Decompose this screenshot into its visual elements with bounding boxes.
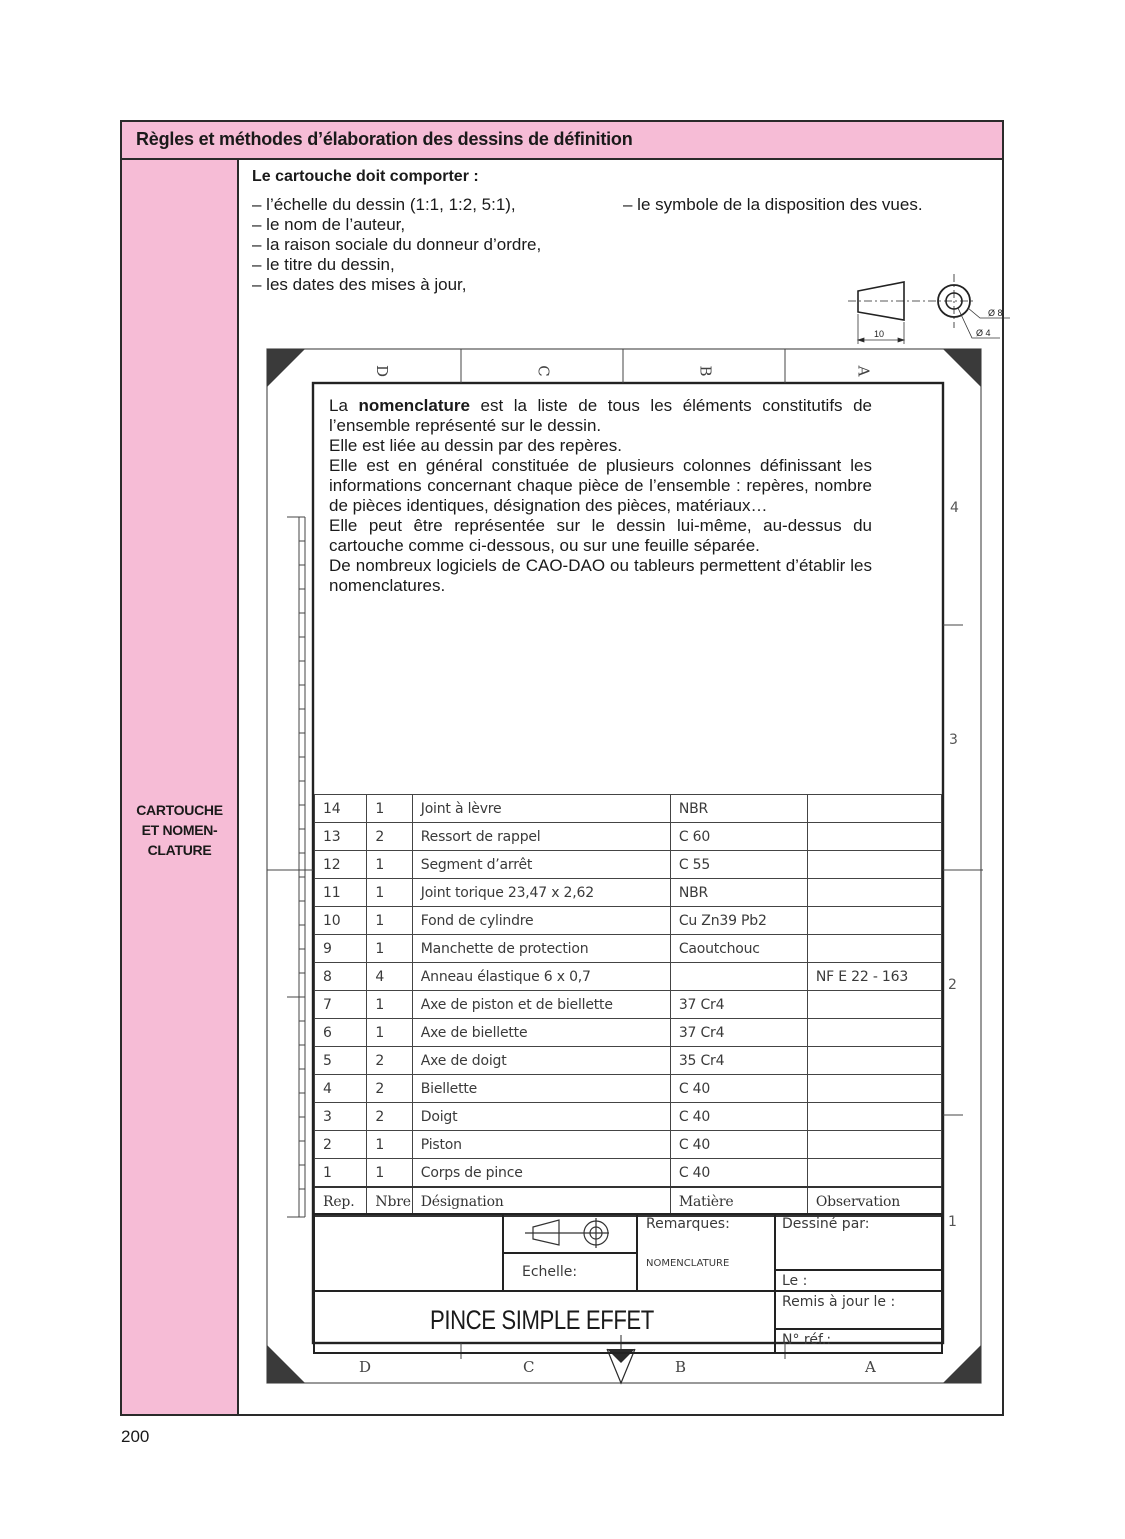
bom-cell-rep: 2 xyxy=(315,1131,367,1159)
bom-cell-rep: 5 xyxy=(315,1047,367,1075)
bom-cell-observation xyxy=(807,1047,941,1075)
zone-letter-top-d: D xyxy=(373,364,392,378)
nomenclature-definition xyxy=(329,396,872,436)
nomenclature-keyword: nomenclature xyxy=(358,396,470,415)
text-fragment: est la liste de tous les éléments constitutifs de l’ensemble représenté sur le dessin. xyxy=(329,396,872,435)
bom-row xyxy=(315,1047,942,1075)
bom-row xyxy=(315,823,942,851)
bom-row xyxy=(315,1131,942,1159)
bom-cell-matiere: C 40 xyxy=(670,1075,807,1103)
bom-cell-designation: Ressort de rappel xyxy=(412,823,670,851)
column-header-observation: Observation xyxy=(807,1187,941,1216)
bom-cell-nbre: 1 xyxy=(367,795,412,823)
column-header-rep: Rep. xyxy=(315,1187,367,1216)
bom-cell-nbre: 1 xyxy=(367,879,412,907)
page-number: 200 xyxy=(121,1427,150,1446)
requirement-item-symbol: – le symbole de la disposition des vues. xyxy=(623,195,923,214)
bom-cell-designation: Axe de biellette xyxy=(412,1019,670,1047)
corner-mark-icon xyxy=(267,349,305,387)
bom-cell-observation xyxy=(807,1131,941,1159)
column-header-nbre: Nbre xyxy=(367,1187,412,1216)
length-label: 10 xyxy=(873,329,885,339)
text-fragment: La xyxy=(329,396,359,415)
bom-cell-observation: NF E 22 - 163 xyxy=(807,963,941,991)
bom-cell-matiere: NBR xyxy=(670,879,807,907)
view-arrangement-symbol-icon xyxy=(848,272,1018,347)
paragraph: Elle est liée au dessin par des repères. xyxy=(329,436,622,455)
bom-cell-rep: 9 xyxy=(315,935,367,963)
bom-cell-nbre: 1 xyxy=(367,851,412,879)
bom-row xyxy=(315,851,942,879)
bom-cell-nbre: 1 xyxy=(367,907,412,935)
bom-cell-matiere: C 40 xyxy=(670,1103,807,1131)
bom-cell-rep: 10 xyxy=(315,907,367,935)
bom-cell-rep: 6 xyxy=(315,1019,367,1047)
section-label-line: CARTOUCHE xyxy=(136,802,223,818)
zone-number-3: 3 xyxy=(949,732,958,748)
drawing-title: PINCE SIMPLE EFFET xyxy=(430,1305,654,1335)
bom-cell-observation xyxy=(807,823,941,851)
bom-cell-observation xyxy=(807,907,941,935)
bom-cell-matiere: NBR xyxy=(670,795,807,823)
paragraph: Elle est en général constituée de plusieurs colonnes définissant les informations concernant chaque pièce de l’ensemble : repères, nombre de pièces identiques, désignation des pièces, matériaux… xyxy=(329,456,872,515)
bom-cell-rep: 7 xyxy=(315,991,367,1019)
bom-cell-designation: Corps de pince xyxy=(412,1159,670,1188)
bom-cell-rep: 4 xyxy=(315,1075,367,1103)
bom-cell-rep: 14 xyxy=(315,795,367,823)
bom-header-row xyxy=(315,1187,942,1216)
echelle-label: Echelle: xyxy=(522,1264,578,1280)
nomenclature-explanation xyxy=(329,396,872,596)
bom-row xyxy=(315,991,942,1019)
date-le-label: Le : xyxy=(782,1273,808,1289)
bom-cell-designation: Axe de doigt xyxy=(412,1047,670,1075)
corner-mark-icon xyxy=(943,1345,981,1383)
bom-cell-rep: 11 xyxy=(315,879,367,907)
bom-cell-nbre: 1 xyxy=(367,1019,412,1047)
bom-cell-nbre: 1 xyxy=(367,1159,412,1188)
requirement-item: – le titre du dessin, xyxy=(252,255,395,274)
bom-cell-designation: Fond de cylindre xyxy=(412,907,670,935)
requirement-item: – les dates des mises à jour, xyxy=(252,275,467,294)
bom-cell-observation xyxy=(807,1019,941,1047)
bom-cell-designation: Manchette de protection xyxy=(412,935,670,963)
bom-cell-designation: Joint à lèvre xyxy=(412,795,670,823)
cartouche-requirements xyxy=(252,168,1003,339)
section-label xyxy=(122,800,237,860)
zone-letter-bottom-c: C xyxy=(523,1358,535,1376)
column-header-matiere: Matière xyxy=(670,1187,807,1216)
bom-cell-observation xyxy=(807,879,941,907)
bom-cell-nbre: 2 xyxy=(367,1103,412,1131)
header-band xyxy=(122,122,1002,160)
bom-cell-nbre: 1 xyxy=(367,991,412,1019)
remarques-value: NOMENCLATURE xyxy=(646,1258,730,1269)
bom-cell-observation xyxy=(807,935,941,963)
bom-cell-observation xyxy=(807,795,941,823)
corner-mark-icon xyxy=(267,1345,305,1383)
bom-cell-observation xyxy=(807,991,941,1019)
bom-cell-designation: Anneau élastique 6 x 0,7 xyxy=(412,963,670,991)
bom-cell-matiere: C 40 xyxy=(670,1131,807,1159)
zone-letter-top-b: B xyxy=(696,365,715,377)
section-label-line: ET NOMEN- xyxy=(141,822,218,838)
bom-cell-matiere: Cu Zn39 Pb2 xyxy=(670,907,807,935)
requirement-item: – la raison sociale du donneur d’ordre, xyxy=(252,235,542,254)
paragraph: Elle peut être représentée sur le dessin lui-même, au-dessus du cartouche comme ci-dessous, ou sur une feuille séparée. xyxy=(329,516,872,555)
paragraph: De nombreux logiciels de CAO-DAO ou tableurs permettent d’établir les nomenclatures. xyxy=(329,556,872,595)
bom-row xyxy=(315,1103,942,1131)
bom-cell-designation: Biellette xyxy=(412,1075,670,1103)
zone-number-2: 2 xyxy=(948,977,957,993)
bill-of-materials-table xyxy=(314,794,942,1217)
bom-cell-designation: Piston xyxy=(412,1131,670,1159)
bom-row xyxy=(315,1159,942,1188)
bom-row xyxy=(315,1075,942,1103)
bom-cell-nbre: 2 xyxy=(367,1047,412,1075)
column-header-designation: Désignation xyxy=(412,1187,670,1216)
bom-cell-nbre: 4 xyxy=(367,963,412,991)
bom-cell-observation xyxy=(807,1075,941,1103)
bom-row xyxy=(315,879,942,907)
bom-row xyxy=(315,795,942,823)
bom-cell-nbre: 1 xyxy=(367,935,412,963)
bom-cell-designation: Joint torique 23,47 x 2,62 xyxy=(412,879,670,907)
remarques-label: Remarques: xyxy=(646,1216,730,1232)
bom-cell-rep: 1 xyxy=(315,1159,367,1188)
inner-diameter-label: Ø 4 xyxy=(976,328,991,338)
bom-cell-matiere: 37 Cr4 xyxy=(670,991,807,1019)
bom-row xyxy=(315,1019,942,1047)
bom-cell-rep: 13 xyxy=(315,823,367,851)
bom-row xyxy=(315,935,942,963)
bom-cell-matiere: Caoutchouc xyxy=(670,935,807,963)
bom-cell-observation xyxy=(807,1159,941,1188)
bom-cell-matiere: 35 Cr4 xyxy=(670,1047,807,1075)
requirement-item: – l’échelle du dessin (1:1, 1:2, 5:1), xyxy=(252,195,516,214)
zone-number-4: 4 xyxy=(950,500,959,516)
corner-mark-icon xyxy=(943,349,981,387)
remis-a-jour-label: Remis à jour le : xyxy=(782,1294,896,1310)
bom-cell-matiere: 37 Cr4 xyxy=(670,1019,807,1047)
numero-reference-label: N° réf.: xyxy=(782,1332,832,1348)
section-label-line: CLATURE xyxy=(147,842,212,858)
dessine-par-label: Dessiné par: xyxy=(782,1216,870,1232)
bom-cell-matiere: C 40 xyxy=(670,1159,807,1188)
requirement-item: – le nom de l’auteur, xyxy=(252,215,406,234)
zone-letter-bottom-d: D xyxy=(359,1358,372,1376)
bom-cell-designation: Segment d’arrêt xyxy=(412,851,670,879)
bom-cell-rep: 8 xyxy=(315,963,367,991)
bom-row xyxy=(315,963,942,991)
bom-cell-nbre: 2 xyxy=(367,1075,412,1103)
bom-row xyxy=(315,907,942,935)
zone-letter-top-a: A xyxy=(854,365,873,377)
bom-cell-nbre: 2 xyxy=(367,823,412,851)
outer-diameter-label: Ø 8 xyxy=(988,308,1003,318)
zone-number-1: 1 xyxy=(948,1214,957,1230)
bom-cell-observation xyxy=(807,1103,941,1131)
projection-symbol-icon xyxy=(525,1218,609,1248)
requirements-list xyxy=(252,195,632,295)
zone-letter-bottom-b: B xyxy=(675,1358,687,1376)
page-title: Règles et méthodes d’élaboration des dessins de définition xyxy=(136,129,633,149)
sidebar xyxy=(122,160,239,1414)
bom-cell-nbre: 1 xyxy=(367,1131,412,1159)
bom-cell-matiere: C 55 xyxy=(670,851,807,879)
bom-cell-designation: Axe de piston et de biellette xyxy=(412,991,670,1019)
bom-cell-matiere: C 60 xyxy=(670,823,807,851)
bom-cell-rep: 12 xyxy=(315,851,367,879)
zone-letter-bottom-a: A xyxy=(865,1358,876,1376)
cartouche-heading: Le cartouche doit comporter : xyxy=(252,168,479,185)
bom-cell-matiere xyxy=(670,963,807,991)
bom-cell-rep: 3 xyxy=(315,1103,367,1131)
bom-cell-observation xyxy=(807,851,941,879)
bom-cell-designation: Doigt xyxy=(412,1103,670,1131)
zone-letter-top-c: C xyxy=(534,365,553,377)
